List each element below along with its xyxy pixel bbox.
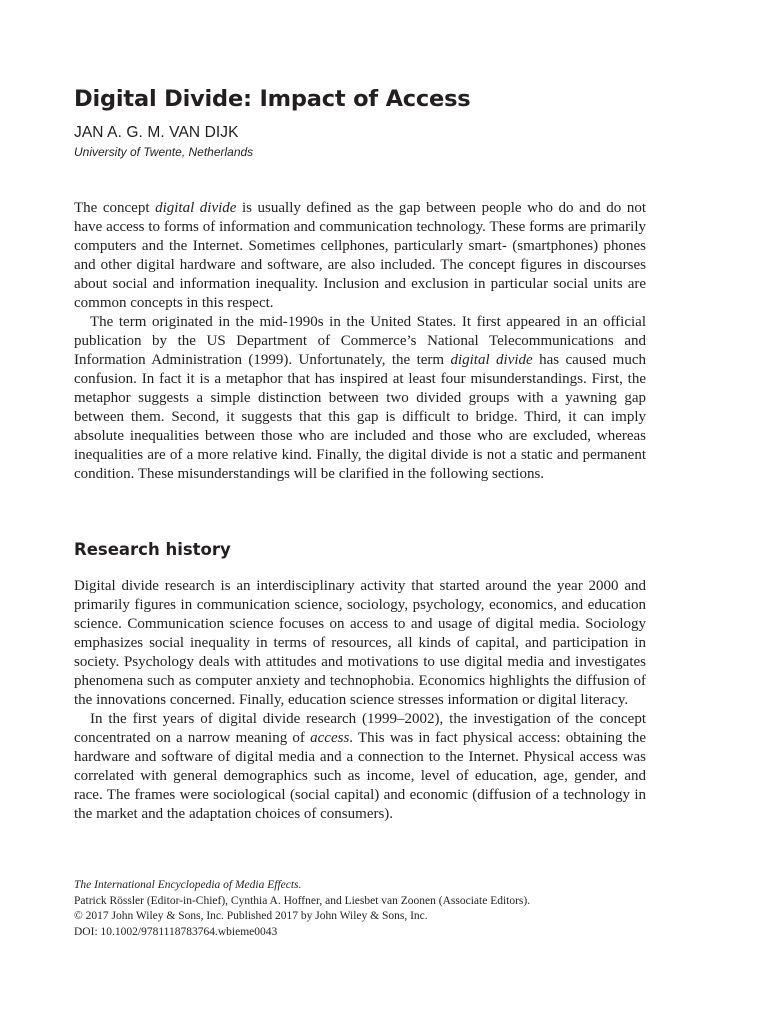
intro-paragraph-2 bbox=[74, 313, 646, 484]
citation-footer bbox=[74, 878, 646, 940]
author-name: JAN A. G. M. VAN DIJK bbox=[74, 124, 239, 141]
text-run: . This was in fact physical access: obtaining the hardware and software of digital media and a connection to the Internet. Physical access was correlated with general demographics such as income, level of education, age, gender, and race. The frames were sociological (social capital) and economic (diffusion of a technology in the market and the adaptation choices of consumers). bbox=[74, 730, 646, 822]
editors-line: Patrick Rössler (Editor-in-Chief), Cynthia A. Hoffner, and Liesbet van Zoonen (Associate Editors). bbox=[74, 894, 531, 907]
term-digital-divide: digital divide bbox=[450, 352, 533, 368]
author-affiliation: University of Twente, Netherlands bbox=[74, 145, 254, 159]
doi-line: DOI: 10.1002/9781118783764.wbieme0043 bbox=[74, 925, 278, 938]
term-digital-divide: digital divide bbox=[155, 200, 237, 216]
text-run: has caused much confusion. In fact it is a metaphor that has inspired at least four misunderstandings. First, the metaphor suggests a simple distinction between two divided groups with a yawning gap between them. Second, it suggests that this gap is difficult to bridge. Third, it can imply absolute inequalities between those who are included and those who are excluded, whereas inequalities are of a more relative kind. Finally, the digital divide is not a static and permanent condition. These misunderstandings will be clarified in the following sections. bbox=[74, 352, 646, 482]
publication-title bbox=[74, 878, 646, 894]
section-heading-research-history: Research history bbox=[74, 540, 231, 559]
text-run: The term originated in the mid-1990s in the United States. It first appeared in an official publication by the US Department of Commerce’s National Telecommunications and Information Administration (1999). Unfortunately, the term bbox=[74, 314, 646, 368]
publication-title-text: The International Encyclopedia of Media Effects. bbox=[74, 879, 302, 891]
copyright-line: © 2017 John Wiley & Sons, Inc. Published 2017 by John Wiley & Sons, Inc. bbox=[74, 910, 428, 922]
article-title: Digital Divide: Impact of Access bbox=[74, 86, 471, 112]
text-run: The concept bbox=[74, 200, 156, 216]
text-run: In the first years of digital divide research (1999–2002), the investigation of the concept concentrated on a narrow meaning of bbox=[74, 711, 646, 746]
research-history-section bbox=[74, 577, 646, 824]
intro-paragraph-1 bbox=[74, 199, 646, 313]
history-paragraph-2 bbox=[74, 710, 646, 824]
term-access: access bbox=[310, 730, 350, 746]
text-run: is usually defined as the gap between people who do and do not have access to forms of information and communication technology. These forms are primarily computers and the Internet. Sometimes cellphones, particularly smart- (smartphones) phones and other digital hardware and software, are also included. The concept figures in discourses about social and information inequality. Inclusion and exclusion in particular social units are common concepts in this respect. bbox=[74, 200, 646, 311]
intro-section bbox=[74, 199, 646, 484]
history-paragraph-1: Digital divide research is an interdisciplinary activity that started around the year 2000 and primarily figures in communication science, sociology, psychology, economics, and education science. Communication science focuses on access to and usage of digital media. Sociology emphasizes social inequality in terms of resources, all kinds of capital, and participation in society. Psychology deals with attitudes and motivations to use digital media and investigates phenomena such as computer anxiety and technophobia. Economics highlights the diffusion of the innovations concerned. Finally, education science stresses information or digital literacy. bbox=[74, 578, 646, 708]
